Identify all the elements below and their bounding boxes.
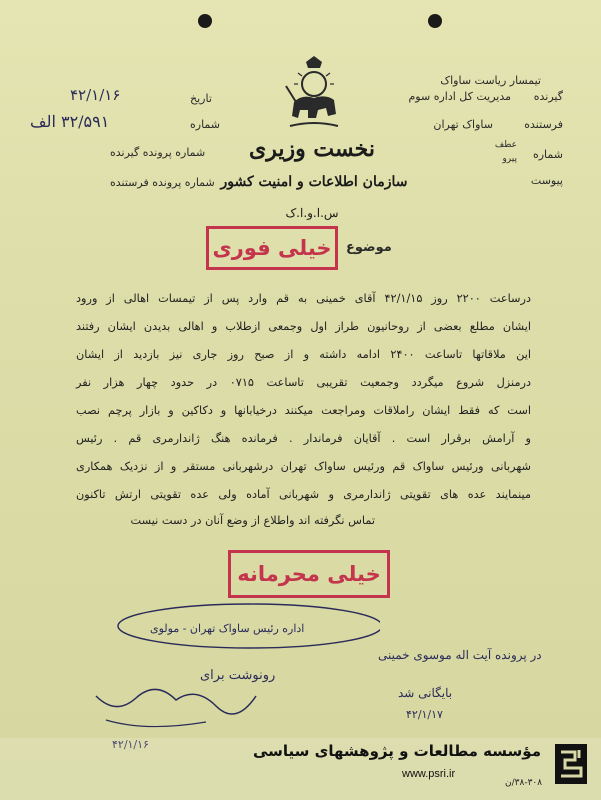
body-line: است که فقط ایشان راملاقات ومراجعت میکنند درخیابانها و دکاکین و بازار پرچم نصب	[76, 404, 531, 417]
body-line: شهربانی ورئیس ساواک قم ورئیس ساواک تهران درشهربانی مستقر و از نزدیک همکاری	[76, 460, 531, 473]
number-value: ۳۲/۵۹۱ الف	[30, 112, 110, 131]
institute-name: مؤسسه مطالعات و پژوهشهای سیاسی	[252, 742, 541, 760]
punch-hole	[428, 14, 442, 28]
body-line: این ملاقاتها تاساعت ۲۴۰۰ ادامه داشته و از صبح روز جاری نیز بازدید از ایشان	[76, 348, 531, 361]
sender-file-label: شماره پرونده فرستنده	[110, 176, 215, 189]
recipient-file-label: شماره پرونده گیرنده	[110, 146, 206, 159]
org-title: نخست وزیری	[249, 136, 375, 162]
handwritten-note: رونوشت برای	[200, 668, 276, 683]
to-line: تیمسار ریاست ساواک	[440, 74, 541, 87]
handwritten-note: ۴۲/۱/۱۷	[406, 708, 443, 721]
institute-url: www.psri.ir	[402, 768, 456, 780]
body-line: و آرامش برقرار است . آقایان فرماندار . فرمانده هنگ ژاندارمری قم . رئیس	[76, 432, 531, 445]
org-code: س.ا.و.ا.ک	[285, 206, 339, 220]
body-line: مینمایند عده های تقویتی ژاندارمری و شهربانی آماده ولی عده تقویتی ارتش تاکنون	[76, 488, 531, 501]
attachment-label: پیوست	[530, 174, 563, 187]
ref-number-label: شماره	[532, 148, 563, 161]
archive-ref: ۳۸-۳۰۸/ن	[505, 778, 543, 788]
ref-note-bottom: پیرو	[502, 154, 517, 164]
body-line: درساعت ۲۲۰۰ روز ۴۲/۱/۱۵ آقای خمینی به قم وارد پس از تیمسات اهالی از ورود	[76, 292, 531, 305]
punch-hole	[198, 14, 212, 28]
handwritten-note: بایگانی شد	[398, 686, 453, 700]
date-value: ۴۲/۱/۱۶	[70, 86, 121, 104]
recipient-value: مدیریت کل اداره سوم	[408, 90, 511, 103]
urgent-stamp: خیلی فوری	[206, 226, 338, 270]
ref-note-top: عطف	[494, 140, 517, 150]
confidential-stamp: خیلی محرمانه	[228, 550, 390, 598]
sender-value: ساواک تهران	[433, 118, 493, 131]
sender-label: فرستنده	[524, 118, 563, 131]
number-label: شماره	[190, 118, 221, 131]
date-label: تاریخ	[190, 92, 212, 105]
subject-label: موضوع	[346, 240, 392, 255]
lion-and-sun-emblem	[284, 56, 344, 132]
institute-logo	[555, 744, 587, 784]
recipient-label: گیرنده	[533, 90, 563, 103]
handwritten-note: اداره رئیس ساواک تهران - مولوی	[150, 622, 305, 635]
body-line: درمنزل شروع میگردد وجمعیت تقریبی تاساعت ۰۷۱۵ در حدود چهار هزار نفر	[76, 376, 531, 389]
signature-scribble	[86, 676, 276, 736]
handwritten-date: ۴۲/۱/۱۶	[112, 738, 149, 751]
body-line: تماس نگرفته اند واطلاع از وضع آنان در دست نیست	[130, 514, 375, 527]
org-subtitle: سازمان اطلاعات و امنیت کشور	[220, 174, 408, 190]
body-line: ایشان مطلع بعضی از روحانیون طراز اول وجمعی ازطلاب و اهالی بدیدن ایشان رفتند	[76, 320, 531, 333]
handwritten-note: در پرونده آیت اله موسوی خمینی	[378, 648, 542, 662]
